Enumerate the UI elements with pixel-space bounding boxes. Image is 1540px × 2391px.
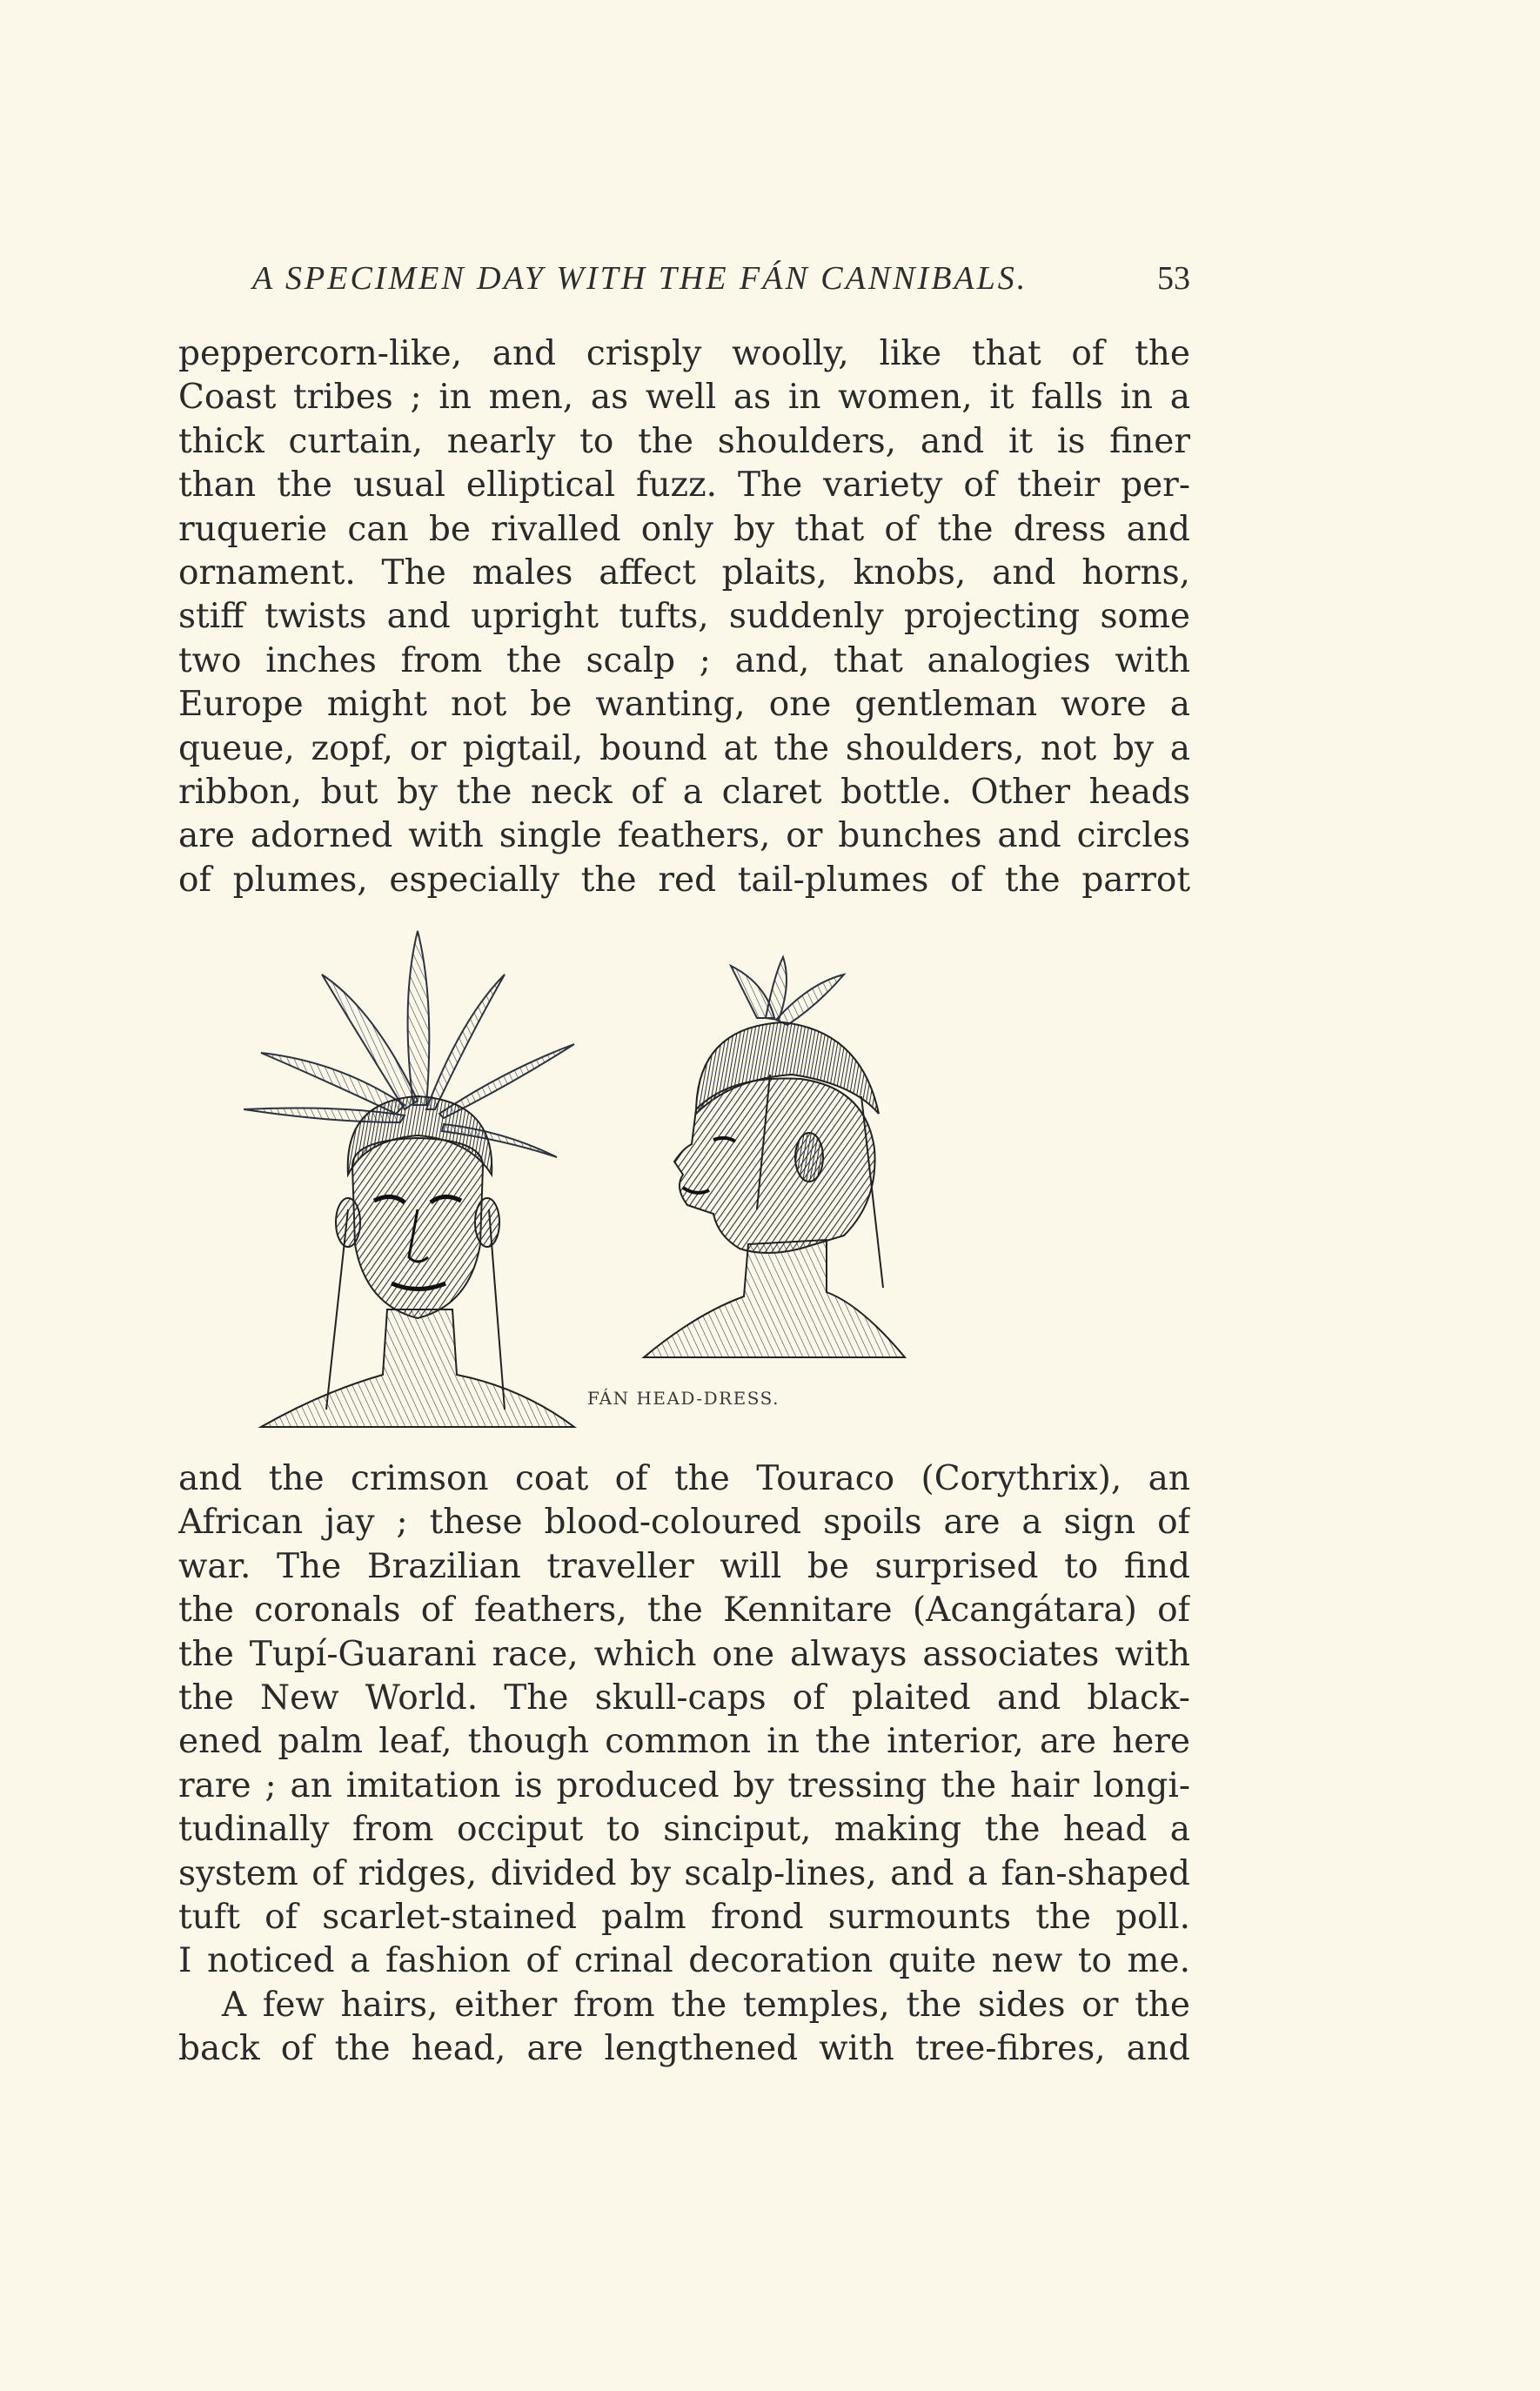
text-line: peppercorn-like, and crisply woolly, like that of the — [178, 334, 1190, 373]
engraving-illustration — [244, 922, 1131, 1444]
text-line: ornament. The males affect plaits, knobs, and horns, — [178, 553, 1190, 593]
text-line: two inches from the scalp ; and, that analogies with — [178, 640, 1190, 680]
text-line: tudinally from occiput to sinciput, making the head a — [178, 1810, 1190, 1850]
text-line: ribbon, but by the neck of a claret bottle. Other heads — [178, 772, 1190, 812]
text-line: than the usual elliptical fuzz. The variety of their per- — [178, 465, 1190, 506]
text-line: are adorned with single feathers, or bunches and circles — [178, 816, 1190, 856]
text-line: A few hairs, either from the temples, the sides or the — [222, 1985, 1190, 2025]
text-line: war. The Brazilian traveller will be surprised to find — [178, 1546, 1190, 1586]
text-line: thick curtain, nearly to the shoulders, and it is finer — [178, 421, 1190, 461]
figure-caption: FÁN HEAD-DRESS. — [587, 1388, 780, 1409]
text-line: the coronals of feathers, the Kennitare (Acangátara) of — [178, 1591, 1190, 1631]
text-line: the Tupí-Guarani race, which one always associates with — [178, 1634, 1190, 1674]
running-head — [252, 259, 1190, 305]
text-line: African jay ; these blood-coloured spoils are a sign of — [178, 1503, 1190, 1543]
text-line: I noticed a fashion of crinal decoration quite new to me. — [178, 1941, 1190, 1981]
text-line: of plumes, especially the red tail-plumes of the parrot — [178, 860, 1190, 900]
text-line: system of ridges, divided by scalp-lines, and a fan-shaped — [178, 1853, 1190, 1893]
text-line: stiff twists and upright tufts, suddenly projecting some — [178, 597, 1190, 637]
running-head-title: A SPECIMEN DAY WITH THE FÁN CANNIBALS. — [252, 260, 1028, 297]
paragraph-1 — [178, 332, 1190, 902]
text-line: Coast tribes ; in men, as well as in women, it falls in a — [178, 378, 1190, 418]
text-line: Europe might not be wanting, one gentleman wore a — [178, 685, 1190, 725]
portrait-frontal — [244, 931, 574, 1427]
text-line: and the crimson coat of the Touraco (Corythrix), an — [178, 1459, 1190, 1498]
text-line: queue, zopf, or pigtail, bound at the shoulders, not by a — [178, 728, 1190, 768]
text-line: back of the head, are lengthened with tree-fibres, and — [178, 2029, 1190, 2069]
portrait-profile — [644, 957, 905, 1357]
text-line: ruquerie can be rivalled only by that of the dress and — [178, 509, 1190, 549]
paragraph-2 — [178, 1457, 1190, 2071]
text-line: rare ; an imitation is produced by tressing the hair longi- — [178, 1765, 1190, 1805]
text-line: ened palm leaf, though common in the interior, are here — [178, 1722, 1190, 1762]
text-line: the New World. The skull-caps of plaited and black- — [178, 1678, 1190, 1718]
text-line: tuft of scarlet-stained palm frond surmounts the poll. — [178, 1897, 1190, 1937]
page-number: 53 — [1157, 260, 1190, 297]
